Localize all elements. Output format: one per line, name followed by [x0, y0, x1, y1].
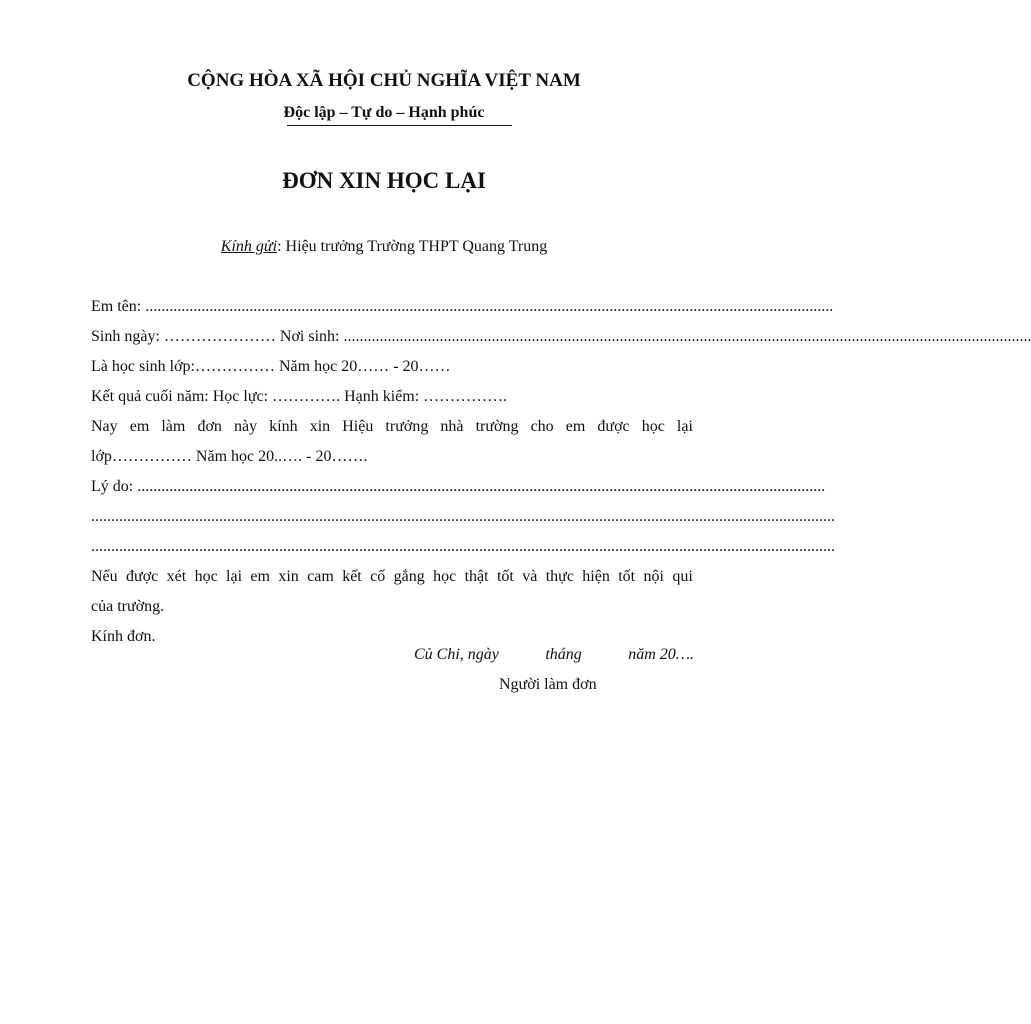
form-body — [91, 292, 1031, 652]
national-motto: Độc lập – Tự do – Hạnh phúc — [283, 104, 485, 121]
request-word: trưởng — [385, 418, 429, 435]
request-word: lại — [676, 418, 693, 435]
country-heading: CỘNG HÒA XÃ HỘI CHỦ NGHĨA VIỆT NAM — [187, 70, 581, 91]
request-word: em — [565, 418, 586, 435]
commit-word: em — [250, 568, 270, 585]
commit-word: học — [194, 568, 218, 585]
recipient-label: Kính gửi — [220, 238, 278, 255]
request-word: xin — [309, 418, 331, 435]
reason-field — [91, 472, 826, 502]
request-word: nhà — [440, 418, 464, 435]
commit-word: qui — [672, 568, 693, 585]
reason-blank-line — [91, 502, 835, 532]
reason-blank: .......................................................................................................................................................................................... — [91, 508, 835, 525]
name-field — [91, 292, 834, 322]
reason-label: Lý do: — [91, 478, 138, 495]
birth-field — [91, 322, 1031, 352]
reason-blank: ............................................................................................................................................................................ — [137, 478, 826, 495]
date-month: tháng — [545, 646, 582, 663]
signer-label: Người làm đơn — [499, 676, 597, 693]
name-blank: ............................................................................................................................................................................ — [145, 298, 834, 315]
commit-word: kết — [342, 568, 362, 585]
commit-word: tốt — [618, 568, 636, 585]
recipient-line — [0, 238, 768, 256]
commit-word: xét — [166, 568, 187, 585]
request-continuation: lớp…………… Năm học 20..…. - 20……. — [91, 448, 368, 465]
result-line: Kết quả cuối năm: Học lực: …………. Hạnh kiểm: ……………. — [91, 388, 508, 405]
commit-word: được — [126, 568, 159, 585]
request-line — [91, 412, 693, 442]
commit-word: thật — [464, 568, 489, 585]
closing-text: Kính đơn. — [91, 628, 156, 645]
name-label: Em tên: — [91, 298, 146, 315]
birth-label: Sinh ngày: ………………… Nơi sinh: — [91, 328, 344, 345]
commit-word: cố — [370, 568, 386, 585]
commit-word: thực — [545, 568, 574, 585]
commit-word: và — [522, 568, 538, 585]
reason-blank-line — [91, 532, 835, 562]
request-word: kính — [269, 418, 298, 435]
class-line: Là học sinh lớp:…………… Năm học 20…… - 20…… — [91, 358, 451, 375]
commit-word: tốt — [496, 568, 514, 585]
commit-word: lại — [226, 568, 243, 585]
reason-blank: .......................................................................................................................................................................................... — [91, 538, 835, 555]
request-word: đơn — [197, 418, 222, 435]
request-word: Hiệu — [342, 418, 374, 435]
commitment-line — [91, 562, 693, 592]
date-place-day: Củ Chi, ngày — [414, 646, 499, 663]
request-word: làm — [161, 418, 186, 435]
commit-word: gắng — [393, 568, 425, 585]
commit-word: học — [433, 568, 457, 585]
date-year: năm 20…. — [628, 646, 694, 663]
request-word: học — [641, 418, 665, 435]
document-title: ĐƠN XIN HỌC LẠI — [282, 168, 486, 193]
request-word: cho — [530, 418, 554, 435]
birthplace-blank: ............................................................................................................................................................................ — [343, 328, 1031, 345]
commit-word: Nếu — [91, 568, 118, 585]
request-word: này — [233, 418, 258, 435]
request-word: Nay — [91, 418, 118, 435]
commitment-continuation: của trường. — [91, 598, 165, 615]
commit-word: xin — [278, 568, 299, 585]
request-word: được — [597, 418, 630, 435]
commit-word: hiện — [582, 568, 610, 585]
recipient-value: : Hiệu trưởng Trường THPT Quang Trung — [277, 238, 548, 255]
request-word: trường — [475, 418, 519, 435]
motto-underline — [287, 125, 512, 126]
request-word: em — [129, 418, 150, 435]
date-line — [414, 640, 694, 670]
commit-word: nội — [643, 568, 664, 585]
commit-word: cam — [307, 568, 334, 585]
